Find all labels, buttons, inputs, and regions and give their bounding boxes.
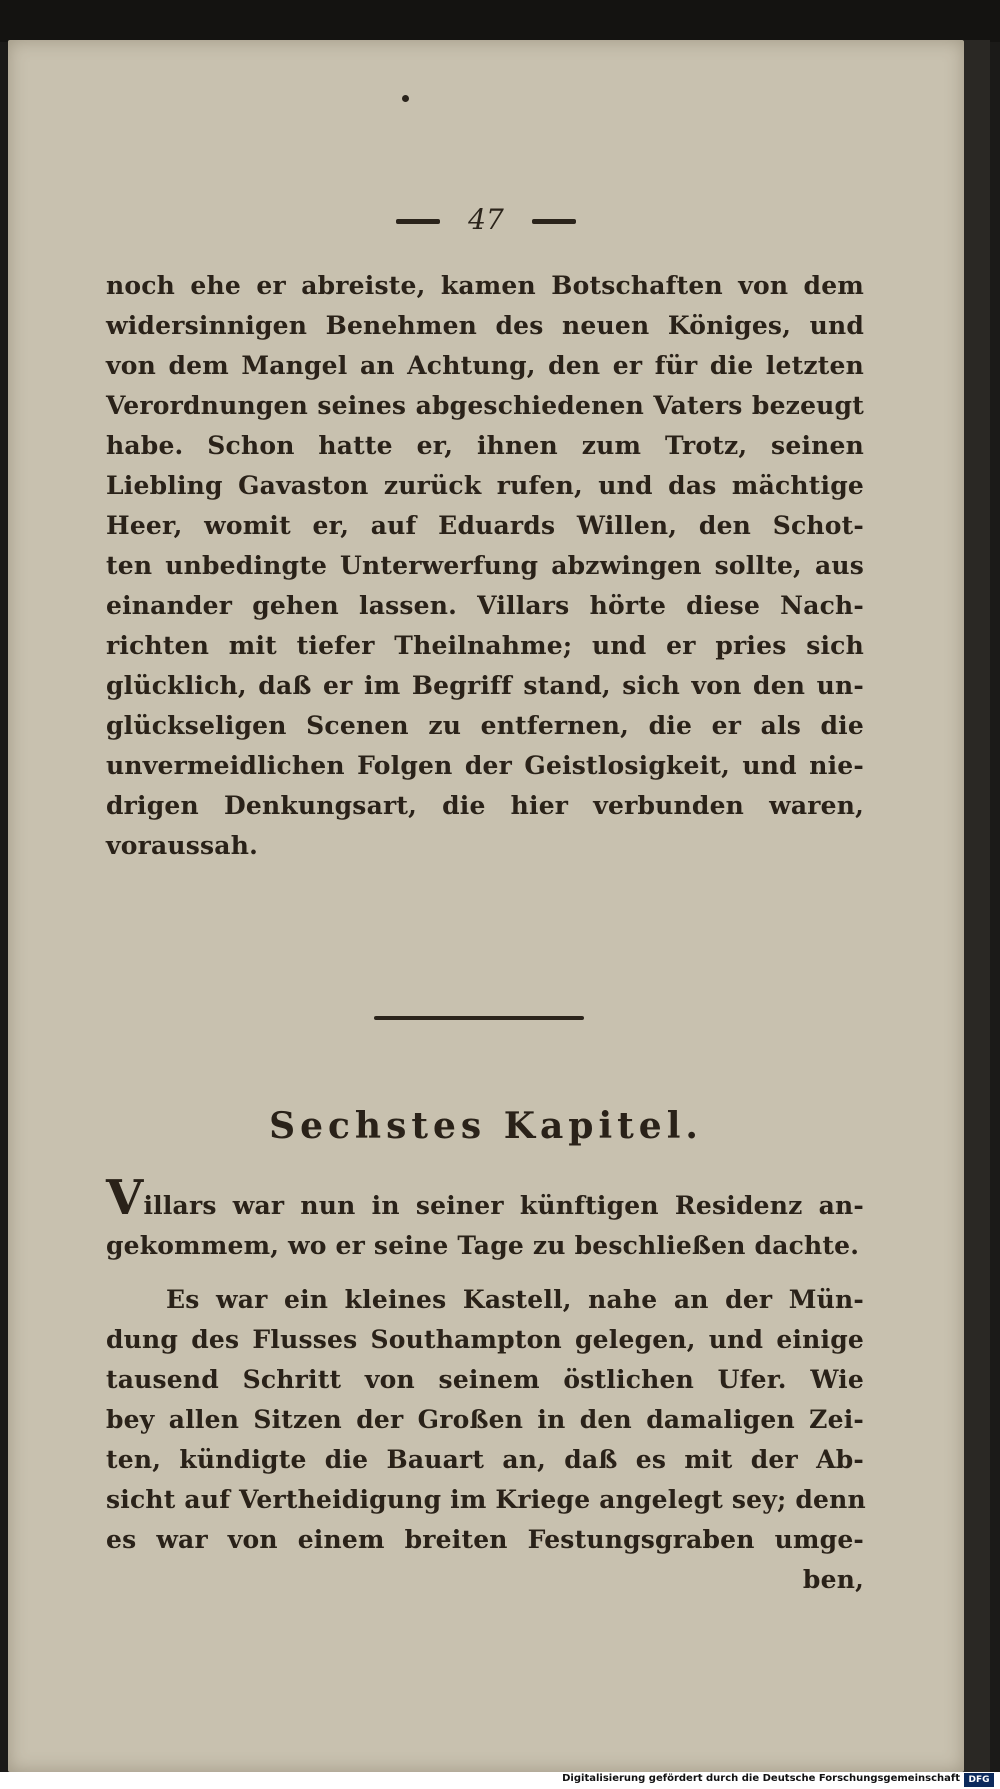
text-line: einander gehen lassen. Villars hörte diese Nach- — [106, 591, 864, 620]
text-line: widersinnigen Benehmen des neuen Königes, und — [106, 311, 864, 340]
text-line: dung des Flusses Southampton gelegen, und einige — [106, 1325, 864, 1354]
text-line: von dem Mangel an Achtung, den er für die letzten — [106, 351, 864, 380]
text-line: Heer, womit er, auf Eduards Willen, den Schot- — [106, 511, 864, 540]
text-line: glücklich, daß er im Begriff stand, sich von den un- — [106, 671, 864, 700]
text-line: glückseligen Scenen zu entfernen, die er als die — [106, 711, 864, 740]
text-line: gekommem, wo er seine Tage zu beschließen dachte. — [106, 1231, 860, 1260]
scan-top-border — [0, 0, 1000, 42]
text-line: Liebling Gavaston zurück rufen, und das mächtige — [106, 471, 864, 500]
text-line: bey allen Sitzen der Großen in den damaligen Zei- — [106, 1405, 864, 1434]
text-line: ben, — [802, 1565, 864, 1594]
header-dash-right — [532, 219, 576, 224]
text-line: noch ehe er abreiste, kamen Botschaften von dem — [106, 271, 864, 300]
text-line-rest: illars war nun in seiner künftigen Residenz an- — [143, 1191, 864, 1220]
drop-cap: V — [106, 1170, 144, 1226]
text-line: habe. Schon hatte er, ihnen zum Trotz, seinen — [106, 431, 864, 460]
text-line: Verordnungen seines abgeschiedenen Vaters bezeugt — [106, 391, 864, 420]
text-line: ten unbedingte Unterwerfung abzwingen sollte, aus — [106, 551, 864, 580]
header-dash-left — [396, 219, 440, 224]
scan-right-border — [964, 40, 990, 1772]
page-number: 47 — [468, 203, 504, 236]
text-line: tausend Schritt von seinem östlichen Ufer. Wie — [106, 1365, 864, 1394]
paragraph-1 — [106, 266, 864, 866]
page-header — [8, 203, 964, 236]
text-line: unvermeidlichen Folgen der Geistlosigkeit, und nie- — [106, 751, 864, 780]
book-page — [8, 40, 964, 1772]
paragraph-2 — [106, 1170, 864, 1266]
text-line: ten, kündigte die Bauart an, daß es mit der Ab- — [106, 1445, 864, 1474]
text-line: drigen Denkungsart, die hier verbunden waren, — [106, 791, 864, 820]
text-line: Es war ein kleines Kastell, nahe an der Mün- — [166, 1285, 864, 1314]
text-line: sicht auf Vertheidigung im Kriege angelegt sey; denn — [106, 1485, 866, 1514]
text-line: es war von einem breiten Festungsgraben umge- — [106, 1525, 864, 1554]
dfg-logo: DFG — [964, 1773, 994, 1787]
chapter-title: Sechstes Kapitel. — [269, 1105, 703, 1147]
text-line: voraussah. — [106, 831, 258, 860]
footer-credit: Digitalisierung gefördert durch die Deutsche Forschungsgemeinschaft — [562, 1773, 960, 1784]
section-divider — [374, 1016, 584, 1020]
paragraph-3 — [106, 1280, 864, 1600]
text-line: richten mit tiefer Theilnahme; und er pries sich — [106, 631, 864, 660]
text-line — [106, 1170, 864, 1226]
ink-dot — [402, 95, 409, 102]
